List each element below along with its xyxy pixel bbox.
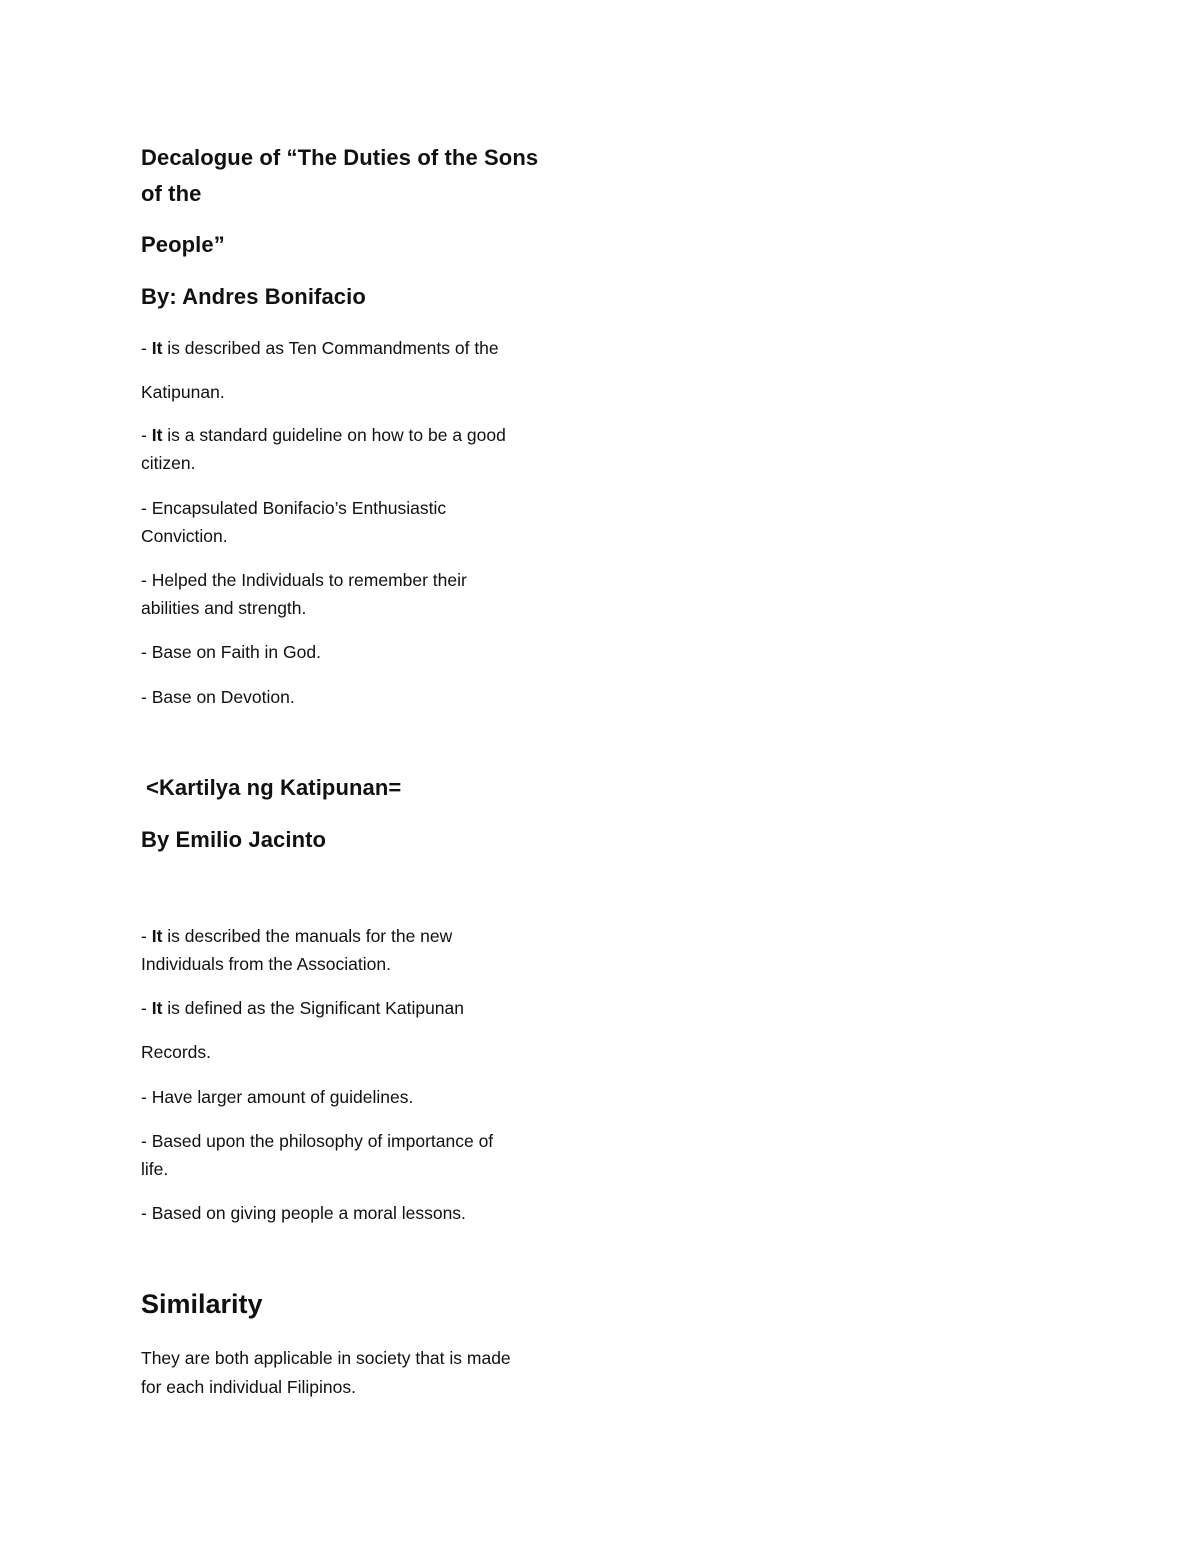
section2-bullet-2-cont: Records. [141, 1042, 212, 1062]
section1-bullet-3: - Encapsulated Bonifacio’s Enthusiastic [141, 498, 447, 518]
section2-bullet-1-cont: Individuals from the Association. [141, 954, 391, 974]
section3-title: Similarity [141, 1289, 263, 1319]
section2-title: <Kartilya ng Katipunan= [146, 775, 402, 800]
section1-bullet-4-cont: abilities and strength. [141, 598, 307, 618]
section2-bullet-2: - It is defined as the Significant Katipunan [141, 998, 464, 1018]
section1-bullet-1-cont: Katipunan. [141, 382, 225, 402]
section1-title-line3: People” [141, 232, 225, 257]
section1-bullet-4: - Helped the Individuals to remember their [141, 570, 467, 590]
section3-body-line1: They are both applicable in society that is made [141, 1348, 511, 1368]
section2-bullet-4: - Based upon the philosophy of importance of [141, 1131, 494, 1151]
section1-bullet-2: - It is a standard guideline on how to be a good [141, 425, 506, 445]
section1-title-line1: Decalogue of “The Duties of the Sons [141, 145, 539, 170]
section1-bullet-1: - It is described as Ten Commandments of the [141, 338, 499, 358]
section2-author: By Emilio Jacinto [141, 827, 327, 852]
section2-bullet-1: - It is described the manuals for the new [141, 926, 453, 946]
section2-bullet-4-cont: life. [141, 1159, 169, 1179]
section1-bullet-3-cont: Conviction. [141, 526, 228, 546]
section1-bullet-2-cont: citizen. [141, 453, 196, 473]
section1-bullet-5: - Base on Faith in God. [141, 642, 321, 662]
section3-body-line2: for each individual Filipinos. [141, 1377, 356, 1397]
section1-author: By: Andres Bonifacio [141, 284, 366, 309]
section2-bullet-3: - Have larger amount of guidelines. [141, 1087, 414, 1107]
section2-bullet-5: - Based on giving people a moral lessons. [141, 1203, 466, 1223]
section1-bullet-6: - Base on Devotion. [141, 687, 295, 707]
section1-title-line2: of the [141, 181, 202, 206]
